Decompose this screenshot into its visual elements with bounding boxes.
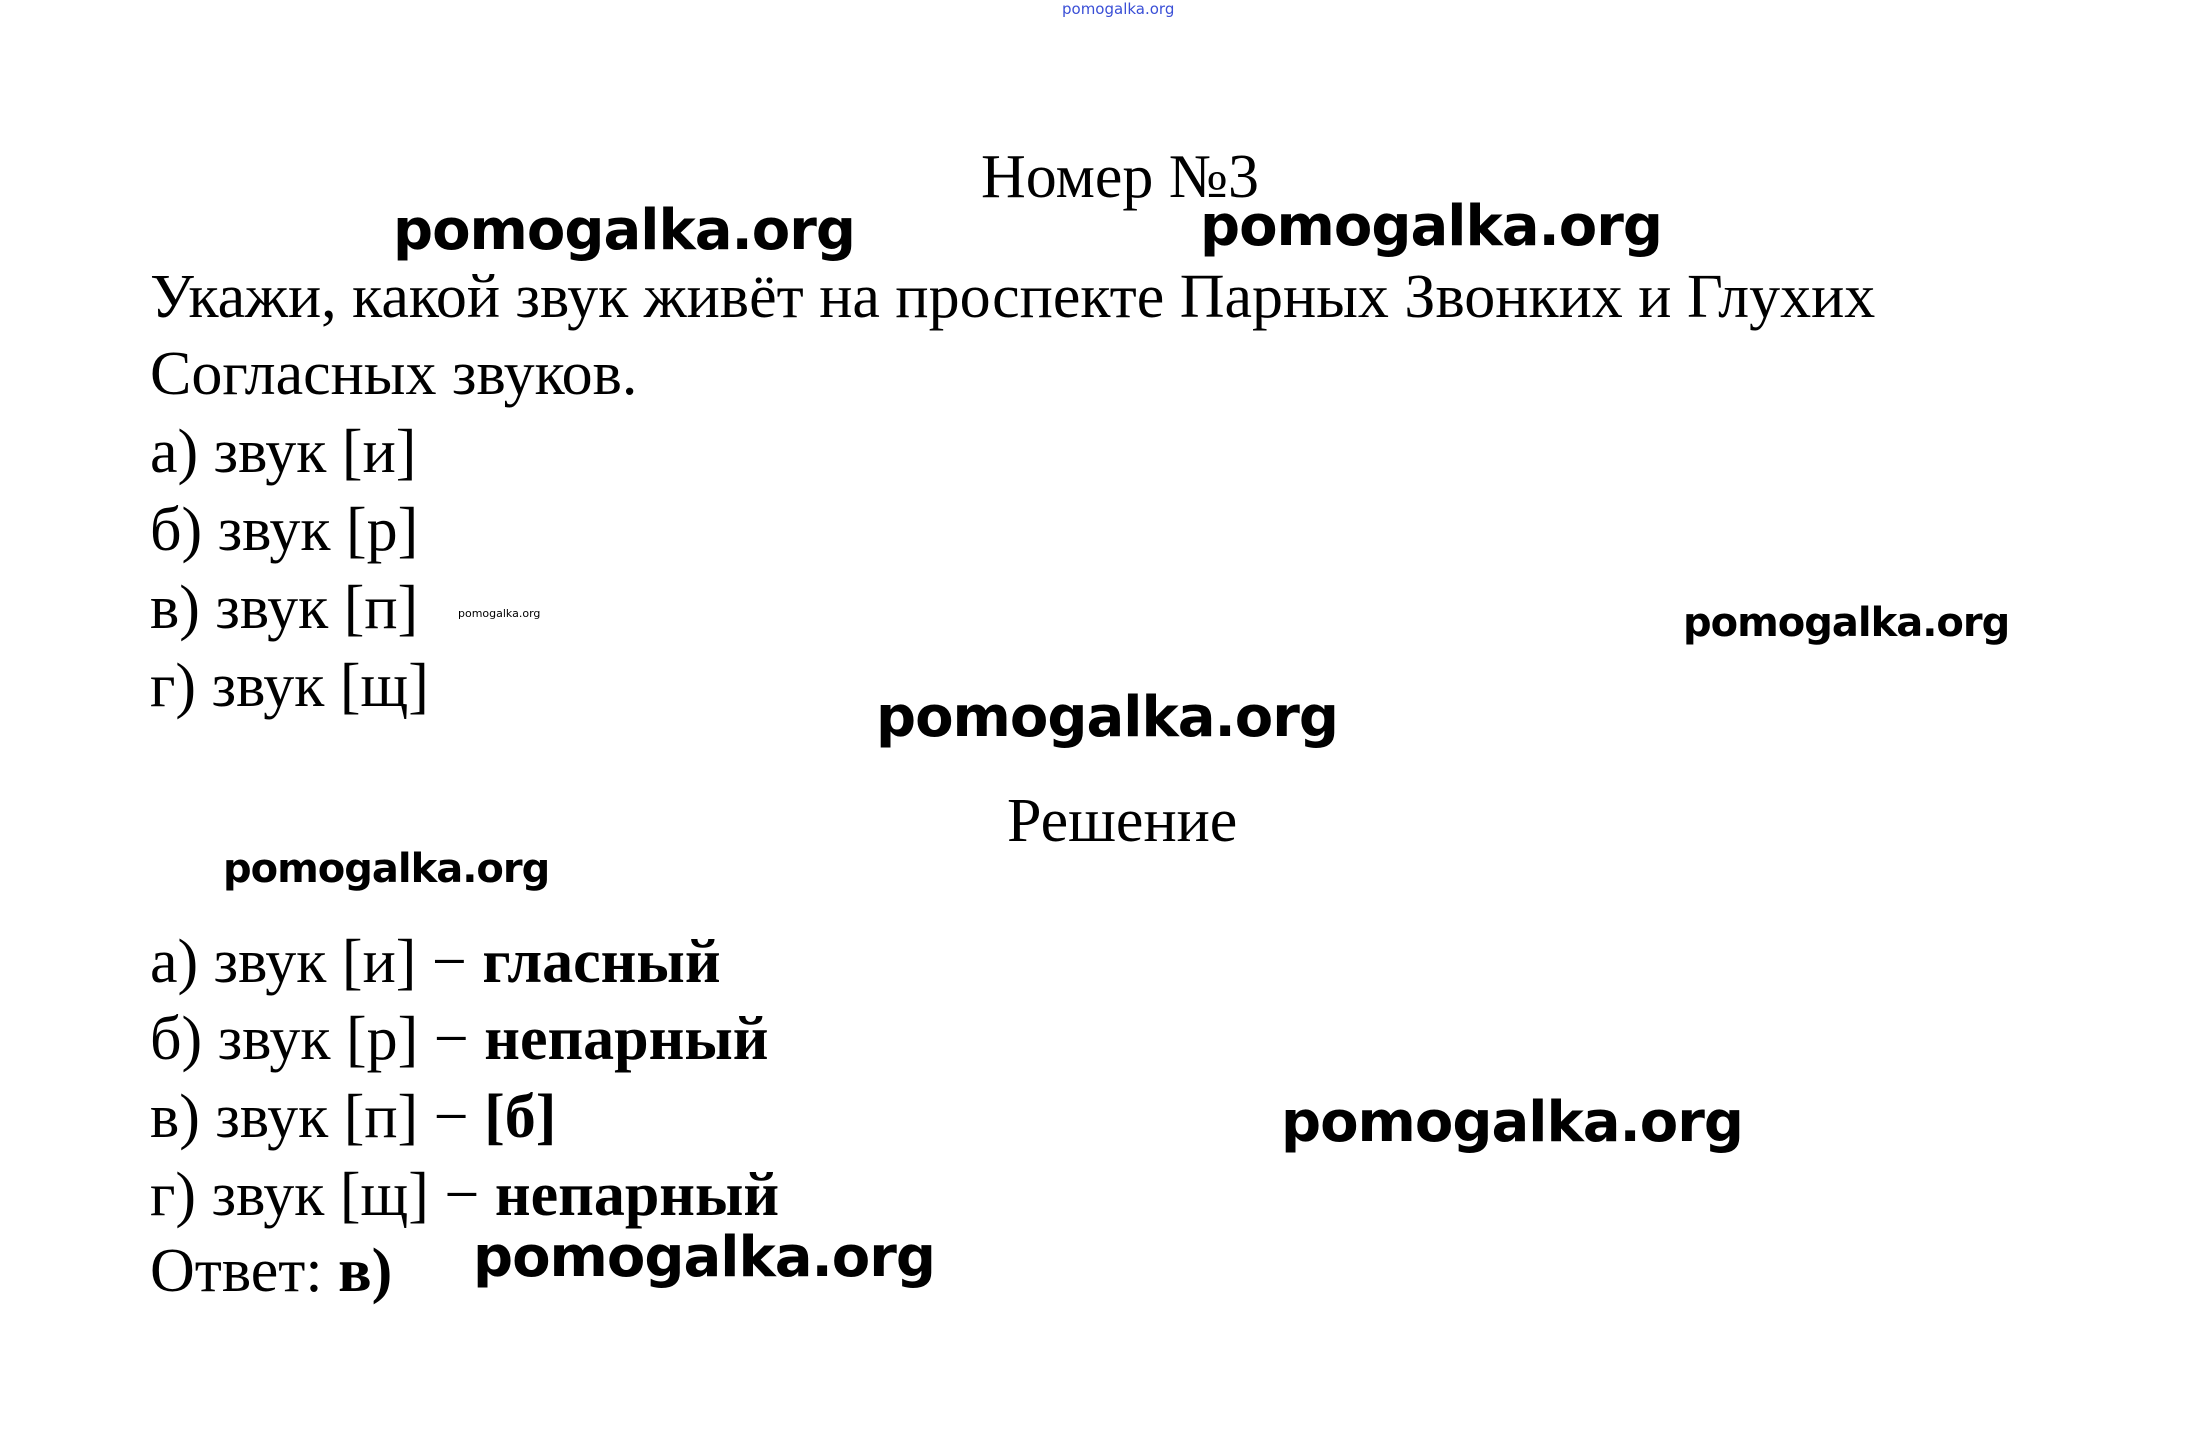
solution-line-a: [150, 928, 721, 996]
watermark-1: pomogalka.org: [393, 198, 855, 263]
question-line-1: Укажи, какой звук живёт на проспекте Парных Звонких и Глухих: [150, 263, 1876, 331]
option-d: г) звук [щ]: [150, 652, 429, 720]
watermark-small: pomogalka.org: [458, 607, 541, 620]
watermark-3: pomogalka.org: [1683, 600, 2010, 646]
option-b: б) звук [р]: [150, 496, 419, 564]
solution-line-c-prefix: в) звук [п] −: [150, 1083, 485, 1151]
solution-line-a-answer: гласный: [482, 928, 721, 996]
task-title: Номер №3: [981, 143, 1260, 211]
watermark-2: pomogalka.org: [1200, 194, 1662, 259]
watermark-5: pomogalka.org: [223, 846, 550, 892]
final-answer: [150, 1237, 393, 1305]
watermark-4: pomogalka.org: [876, 685, 1338, 750]
solution-line-b-answer: непарный: [484, 1005, 769, 1073]
solution-line-c: [150, 1083, 557, 1151]
final-answer-label: Ответ:: [150, 1237, 339, 1305]
solution-line-d: [150, 1161, 780, 1229]
solution-line-b-prefix: б) звук [р] −: [150, 1005, 485, 1073]
solution-line-d-prefix: г) звук [щ] −: [150, 1161, 495, 1229]
option-a: а) звук [и]: [150, 418, 417, 486]
question-line-2: Согласных звуков.: [150, 340, 638, 408]
solution-heading: Решение: [1007, 787, 1238, 855]
solution-line-c-answer: [б]: [484, 1083, 557, 1151]
solution-line-d-answer: непарный: [494, 1161, 780, 1229]
solution-line-b: [150, 1005, 769, 1073]
watermark-7: pomogalka.org: [473, 1225, 935, 1290]
option-c: в) звук [п]: [150, 574, 419, 642]
watermark-6: pomogalka.org: [1281, 1090, 1743, 1155]
solution-line-a-prefix: а) звук [и] −: [150, 928, 483, 996]
watermark-top: pomogalka.org: [1062, 0, 1175, 18]
final-answer-value: в): [338, 1237, 393, 1305]
